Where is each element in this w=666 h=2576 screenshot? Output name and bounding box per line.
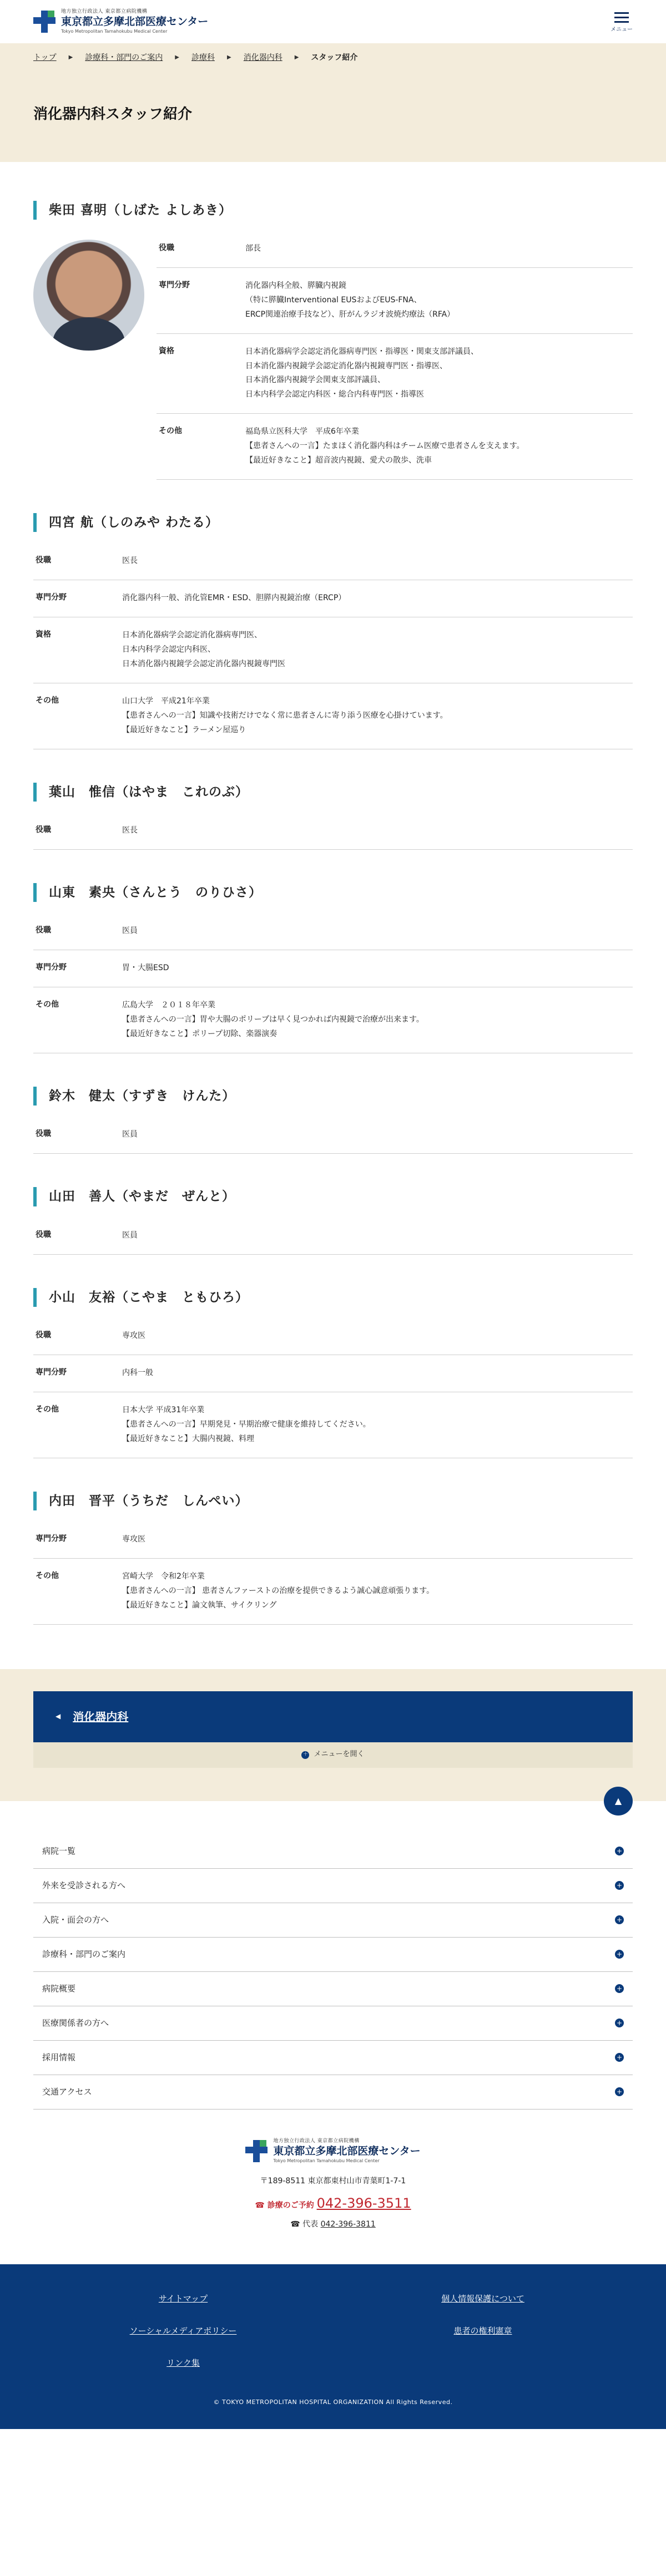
footer-link-privacy[interactable]: 個人情報保護について	[441, 2293, 524, 2304]
page-title-area	[0, 72, 666, 162]
footer-nav-label: 診療科・部門のご案内	[42, 1949, 126, 1960]
row-key: 専門分野	[36, 1368, 67, 1377]
footer-nav-item[interactable]	[33, 2075, 633, 2110]
profile-table	[33, 1226, 633, 1255]
logo-name: 東京都立多摩北部医療センター	[61, 16, 209, 28]
row-value: 消化器内科一般、消化管EMR・ESD、胆膵内視鏡治療（ERCP）	[122, 594, 346, 603]
footer-nav-item[interactable]	[33, 2006, 633, 2041]
footer-nav-label: 入院・面会の方へ	[42, 1915, 109, 1925]
footer-link-links[interactable]: リンク集	[167, 2357, 200, 2368]
plus-icon: +	[615, 1847, 624, 1855]
footer-nav-label: 医療関係者の方へ	[42, 2018, 109, 2029]
profile-table	[33, 1327, 633, 1458]
profile-row	[157, 334, 633, 414]
footer-nav-label: 外来を受診される方へ	[42, 1880, 126, 1891]
copyright: © TOKYO METROPOLITAN HOSPITAL ORGANIZATION All Rights Reserved.	[213, 2398, 453, 2406]
back-to-top-button[interactable]	[604, 1787, 633, 1816]
footer-nav-label: 病院一覧	[42, 1846, 76, 1857]
doctor-profile	[33, 783, 633, 850]
breadcrumb-arrow-icon: ▶	[68, 54, 73, 60]
row-key: 資格	[159, 346, 174, 356]
profile-row	[33, 580, 633, 617]
doctor-profile	[33, 1492, 633, 1625]
profile-row	[33, 1226, 633, 1255]
plus-icon: +	[615, 2053, 624, 2062]
row-value: 胃・大腸ESD	[122, 964, 169, 973]
row-key: その他	[36, 1000, 59, 1010]
row-value: 医長	[122, 556, 138, 566]
row-value: 医員	[122, 926, 138, 936]
row-value: 専攻医	[122, 1331, 145, 1341]
profile-row	[33, 1559, 633, 1625]
department-nav	[0, 1669, 666, 1801]
row-value: 福島県立医科大学 平成6年卒業 【患者さんへの一言】たまほく消化器内科はチーム医療で患者さんを支えます。 【最近好きなこと】超音波内視鏡、愛犬の散歩、洗車	[245, 427, 524, 465]
row-key: その他	[36, 1571, 59, 1580]
doctor-name: 鈴木 健太（すずき けんた）	[33, 1087, 633, 1106]
doctor-name: 柴田 喜明（しばた よしあき）	[33, 201, 633, 220]
row-value: 宮崎大学 令和2年卒業 【患者さんへの一言】 患者さんファーストの治療を提供できるよう誠心誠意頑張ります。 【最近好きなこと】論文執筆、サイクリング	[122, 1571, 435, 1610]
doctor-profile	[33, 1288, 633, 1458]
row-value: 広島大学 ２０１８年卒業 【患者さんへの一言】胃や大腸のポリープは早く見つかれば内視鏡で治療が出来ます。 【最近好きなこと】ポリープ切除、楽器演奏	[122, 1001, 424, 1038]
profile-table	[33, 1125, 633, 1154]
footer-nav-item[interactable]	[33, 1834, 633, 1869]
doctor-name: 山東 素央（さんとう のりひさ）	[33, 883, 633, 902]
site-logo[interactable]	[33, 8, 208, 36]
row-key: その他	[159, 427, 182, 436]
address: 〒189-8511 東京都東村山市青葉町1-7-1	[260, 2176, 406, 2185]
row-value: 医長	[122, 826, 138, 835]
logo-org-line: 地方独立行政法人 東京都立病院機構	[61, 9, 148, 14]
profile-row	[33, 922, 633, 950]
reservation-phone-number[interactable]: 042-396-3511	[316, 2195, 411, 2212]
row-key: その他	[36, 696, 59, 705]
plus-icon: +	[615, 1915, 624, 1924]
profile-row	[157, 268, 633, 334]
breadcrumb-departments[interactable]: 診療科・部門のご案内	[85, 53, 163, 62]
department-link[interactable]: 消化器内科	[73, 1710, 129, 1723]
footer-nav-item[interactable]	[33, 1938, 633, 1972]
footer-link-patient-rights[interactable]: 患者の権利憲章	[453, 2325, 512, 2336]
arrow-up-icon: ▲	[614, 1795, 622, 1806]
plus-icon: +	[615, 2019, 624, 2027]
profile-row	[33, 1530, 633, 1559]
row-value: 医員	[122, 1230, 138, 1240]
profile-row	[33, 1355, 633, 1392]
row-value: 部長	[245, 244, 261, 253]
doctor-profile	[33, 883, 633, 1053]
footer-nav-label: 採用情報	[42, 2052, 76, 2063]
row-key: 専門分野	[36, 1534, 67, 1544]
row-value: 消化器内科全般、膵臓内視鏡 （特に膵臓Interventional EUSおよびEUS-FNA、 ERCP関連治療手技など）、肝がんラジオ波焼灼療法（RFA）	[245, 281, 455, 319]
doctor-name: 葉山 惟信（はやま これのぶ）	[33, 783, 633, 802]
plus-icon: ＋	[301, 1751, 309, 1759]
logo-name-en: Tokyo Metropolitan Tamahokubu Medical Center	[61, 29, 168, 34]
breadcrumb-arrow-icon: ▶	[175, 54, 179, 60]
hospital-cross-icon	[245, 2140, 268, 2162]
profile-row	[157, 240, 633, 268]
footer-nav-label: 交通アクセス	[42, 2087, 92, 2097]
logo-name: 東京都立多摩北部医療センター	[273, 2145, 421, 2158]
profile-row	[33, 950, 633, 987]
breadcrumb-clinical[interactable]: 診療科	[191, 53, 215, 62]
doctor-profile	[33, 1087, 633, 1154]
doctor-profile	[33, 201, 633, 480]
logo-name-en: Tokyo Metropolitan Tamahokubu Medical Center	[273, 2158, 380, 2163]
footer-nav-item[interactable]	[33, 1869, 633, 1903]
footer-logo[interactable]	[0, 2137, 666, 2165]
row-key: その他	[36, 1404, 59, 1414]
row-key: 役職	[36, 825, 51, 835]
row-key: 役職	[36, 926, 51, 935]
profile-row	[33, 822, 633, 850]
profile-row	[33, 617, 633, 683]
row-value: 日本消化器病学会認定消化器病専門医・指導医・関東支部評議員、 日本消化器内視鏡学会認定消化器内視鏡専門医・指導医、 日本消化器内視鏡学会関東支部評議員、 日本内科学会認定内科医・総合内科専門医・指導医	[245, 347, 478, 399]
footer-nav	[0, 1795, 666, 2126]
footer-link-sitemap[interactable]: サイトマップ	[158, 2293, 208, 2304]
reservation-phone-label: 診療のご予約	[267, 2201, 314, 2210]
hospital-cross-icon	[33, 11, 56, 33]
open-menu-button[interactable]	[33, 1742, 633, 1768]
profile-table	[33, 822, 633, 850]
breadcrumb-top[interactable]: トップ	[33, 53, 57, 62]
row-value: 山口大学 平成21年卒業 【患者さんへの一言】知識や技術だけでなく常に患者さんに寄り添う医療を心掛けています。 【最近好きなこと】ラーメン屋巡り	[122, 696, 448, 734]
site-header	[0, 0, 666, 43]
profile-table	[33, 1530, 633, 1625]
profile-row	[33, 1392, 633, 1458]
row-key: 資格	[36, 630, 51, 640]
main-phone-number[interactable]: 042-396-3811	[320, 2220, 376, 2229]
row-value: 日本消化器病学会認定消化器病専門医、 日本内科学会認定内科医、 日本消化器内視鏡学会認定消化器内視鏡専門医	[122, 631, 285, 668]
phone-icon: ☎	[290, 2220, 300, 2229]
menu-label: メニュー	[610, 26, 633, 33]
profile-row	[157, 414, 633, 480]
plus-icon: +	[615, 2087, 624, 2096]
profile-row	[33, 1327, 633, 1355]
row-value: 専攻医	[122, 1535, 145, 1544]
row-key: 役職	[159, 244, 174, 253]
row-key: 役職	[36, 1230, 51, 1239]
row-key: 専門分野	[159, 280, 190, 290]
row-key: 役職	[36, 1129, 51, 1139]
doctor-profile	[33, 1187, 633, 1254]
profile-row	[33, 1125, 633, 1154]
row-key: 専門分野	[36, 963, 67, 972]
site-footer	[0, 2264, 666, 2430]
main-phone	[0, 2218, 666, 2230]
doctor-name: 内田 晋平（うちだ しんぺい）	[33, 1492, 633, 1511]
footer-link-social-policy[interactable]: ソーシャルメディアポリシー	[129, 2325, 237, 2336]
logo-org-line: 地方独立行政法人 東京都立病院機構	[273, 2138, 360, 2144]
staff-list	[0, 162, 666, 1647]
breadcrumb-arrow-icon: ▶	[227, 54, 231, 60]
row-key: 専門分野	[36, 593, 67, 602]
profile-row	[33, 683, 633, 749]
doctor-name: 小山 友裕（こやま ともひろ）	[33, 1288, 633, 1307]
doctor-name: 山田 善人（やまだ ぜんと）	[33, 1187, 633, 1206]
department-nav-title[interactable]	[33, 1691, 633, 1742]
phone-icon: ☎	[255, 2201, 265, 2210]
page-title: 消化器内科スタッフ紹介	[33, 106, 193, 123]
doctor-photo	[33, 240, 144, 351]
row-key: 役職	[36, 1331, 51, 1340]
reservation-phone	[0, 2193, 666, 2214]
footer-nav-item[interactable]	[33, 2041, 633, 2075]
profile-row	[33, 552, 633, 580]
hamburger-icon	[614, 12, 629, 23]
row-value: 医員	[122, 1130, 138, 1139]
breadcrumb-gastro[interactable]: 消化器内科	[243, 53, 282, 62]
breadcrumb-current: スタッフ紹介	[311, 53, 358, 62]
row-key: 役職	[36, 556, 51, 565]
footer-nav-item[interactable]	[33, 1903, 633, 1938]
profile-table	[33, 922, 633, 1053]
footer-contact	[0, 2126, 666, 2264]
footer-nav-label: 病院概要	[42, 1984, 76, 1994]
row-value: 内科一般	[122, 1368, 153, 1378]
open-menu-label: メニューを開く	[314, 1750, 365, 1759]
profile-table	[157, 240, 633, 480]
triangle-left-icon: ◀	[56, 1712, 61, 1721]
main-phone-label: 代表	[302, 2220, 319, 2229]
plus-icon: +	[615, 1881, 624, 1890]
footer-nav-item[interactable]	[33, 1972, 633, 2006]
doctor-profile	[33, 513, 633, 749]
breadcrumb	[0, 43, 666, 72]
plus-icon: +	[615, 1950, 624, 1959]
profile-row	[33, 987, 633, 1053]
doctor-name: 四宮 航（しのみや わたる）	[33, 513, 633, 533]
menu-button[interactable]	[610, 9, 633, 34]
row-value: 日本大学 平成31年卒業 【患者さんへの一言】早期発見・早期治療で健康を維持してください。 【最近好きなこと】大腸内視鏡、料理	[122, 1405, 371, 1443]
breadcrumb-arrow-icon: ▶	[294, 54, 299, 60]
profile-table	[33, 552, 633, 749]
plus-icon: +	[615, 1984, 624, 1993]
